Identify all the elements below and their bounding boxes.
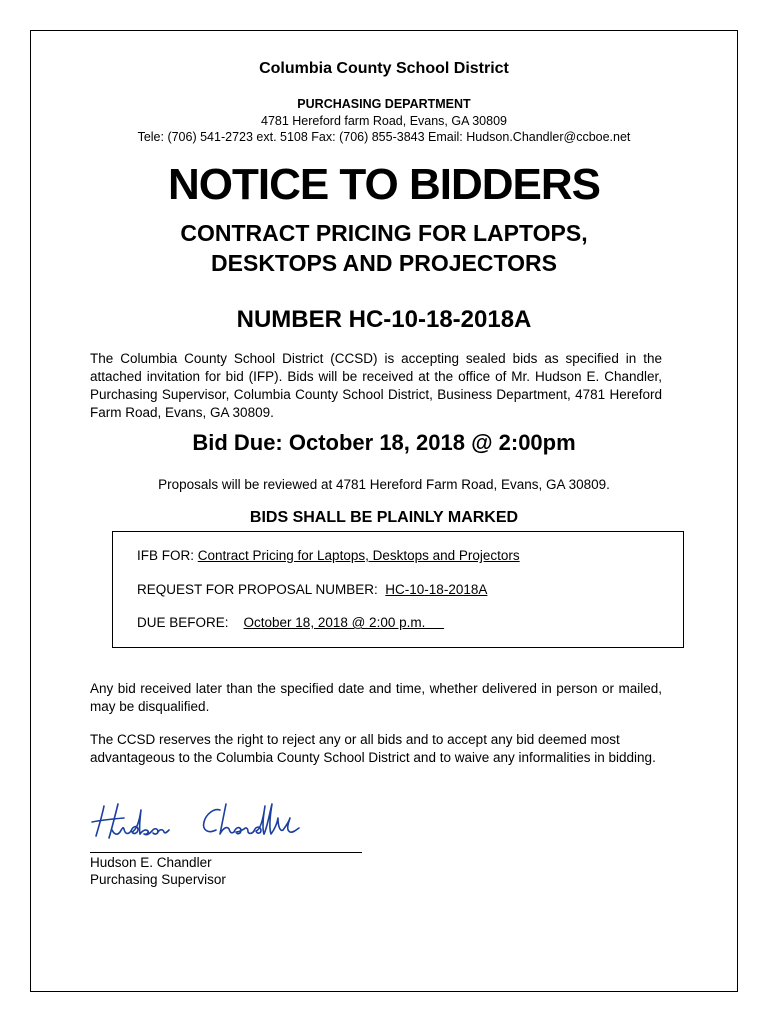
contract-title-line-1: CONTRACT PRICING FOR LAPTOPS, bbox=[180, 220, 588, 246]
due-line bbox=[137, 615, 444, 630]
contract-title bbox=[30, 218, 738, 278]
signer-name: Hudson E. Chandler bbox=[90, 855, 212, 870]
late-bid-paragraph: Any bid received later than the specified date and time, whether delivered in person or mailed, may be disqualified. bbox=[90, 681, 662, 714]
contact-line: Tele: (706) 541-2723 ext. 5108 Fax: (706) 855-3843 Email: Hudson.Chandler@ccboe.net bbox=[137, 130, 631, 144]
contract-title-line-2: DESKTOPS AND PROJECTORS bbox=[211, 250, 557, 276]
district-name: Columbia County School District bbox=[259, 60, 509, 77]
rfp-line bbox=[137, 582, 487, 597]
bids-marked-heading: BIDS SHALL BE PLAINLY MARKED bbox=[249, 509, 519, 526]
bid-number-title: NUMBER HC-10-18-2018A bbox=[236, 306, 532, 333]
ifb-value: Contract Pricing for Laptops, Desktops and Projectors bbox=[197, 548, 520, 563]
intro-paragraph: The Columbia County School District (CCSD) is accepting sealed bids as specified in the attached invitation for bid (IFP). Bids will be received at the office of Mr. Hudson E. Chandler, Purchasing Supervisor, Columbia County School District, Business Department, 4781 Hereford Farm Road, Evans, GA 30809. bbox=[90, 351, 662, 420]
department-name: PURCHASING DEPARTMENT bbox=[297, 97, 471, 111]
bid-due-heading: Bid Due: October 18, 2018 @ 2:00pm bbox=[192, 430, 576, 455]
ifb-label: IFB FOR: bbox=[137, 548, 198, 563]
ifb-line bbox=[137, 548, 520, 563]
handwritten-signature bbox=[90, 796, 320, 846]
bid-marking-box bbox=[112, 531, 684, 648]
due-label: DUE BEFORE: bbox=[137, 615, 244, 630]
signature-line bbox=[90, 852, 362, 853]
due-value: October 18, 2018 @ 2:00 p.m. bbox=[243, 615, 445, 630]
rfp-value: HC-10-18-2018A bbox=[385, 582, 488, 597]
department-address: 4781 Hereford farm Road, Evans, GA 30809 bbox=[261, 114, 507, 128]
proposals-review-line: Proposals will be reviewed at 4781 Hereford Farm Road, Evans, GA 30809. bbox=[158, 477, 610, 492]
signer-title: Purchasing Supervisor bbox=[90, 872, 226, 887]
signature-drawing bbox=[90, 796, 320, 846]
notice-title: NOTICE TO BIDDERS bbox=[167, 160, 600, 209]
reserve-rights-paragraph: The CCSD reserves the right to reject any or all bids and to accept any bid deemed most advantageous to the Columbia County School District and to waive any informalities in bidding. bbox=[90, 732, 656, 765]
rfp-label: REQUEST FOR PROPOSAL NUMBER: bbox=[137, 582, 386, 597]
